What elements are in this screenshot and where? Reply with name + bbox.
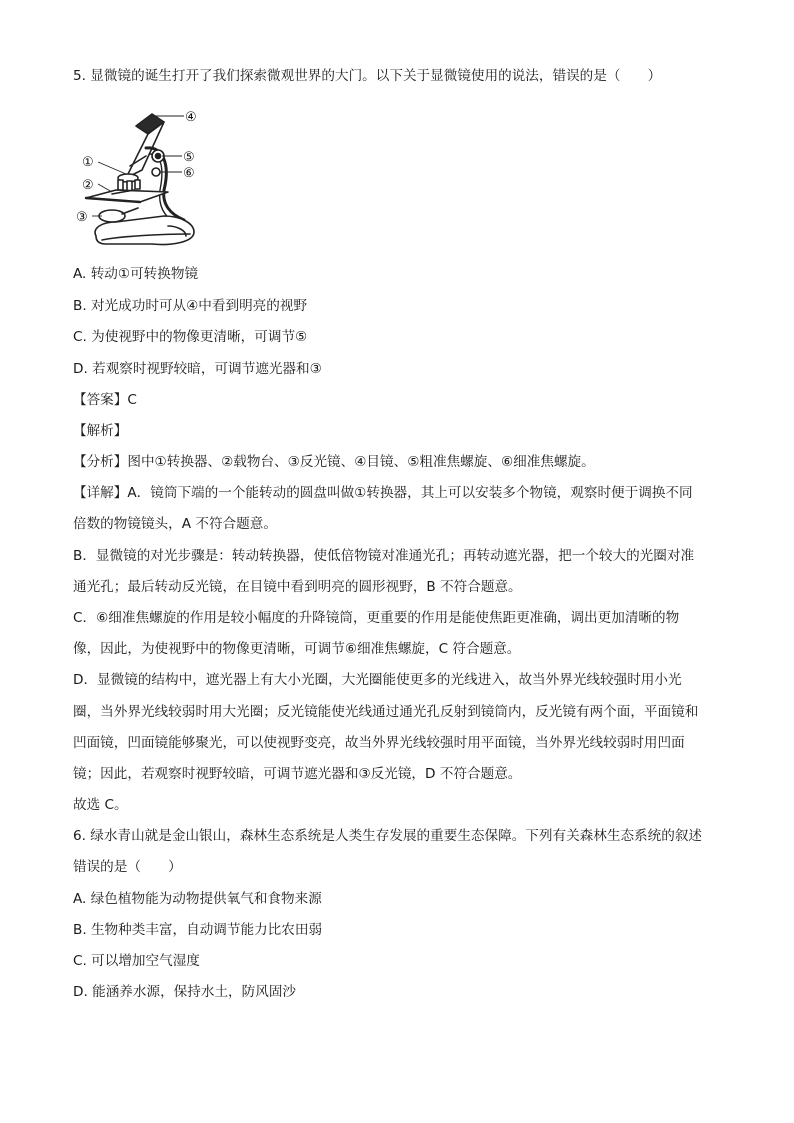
q6-option-a: A. 绿色植物能为动物提供氧气和食物来源 (73, 891, 322, 907)
q6-option-d: D. 能涵养水源，保持水土，防风固沙 (73, 984, 297, 1000)
figure-label-6: ⑥ (183, 166, 195, 181)
analysis-line: 故选 C。 (73, 797, 128, 813)
analysis-line: 凹面镜，凹面镜能够聚光，可以使视野变亮，故当外界光线较强时用平面镜，当外界光线较弱时用凹面 (73, 735, 685, 751)
figure-label-3: ③ (76, 210, 88, 225)
q6-stem-line2: 错误的是（ ） (73, 859, 182, 875)
q5-option-b: B. 对光成功时可从④中看到明亮的视野 (73, 298, 308, 314)
analysis-line: B．显微镜的对光步骤是：转动转换器，使低倍物镜对准通光孔；再转动遮光器，把一个较大的光圈对准 (73, 548, 695, 564)
q5-analysis-heading: 【解析】 (73, 423, 128, 439)
analysis-line: 倍数的物镜镜头，A 不符合题意。 (73, 516, 277, 532)
analysis-line: 【详解】A．镜筒下端的一个能转动的圆盘叫做①转换器，其上可以安装多个物镜，观察时便于调换不同 (73, 485, 693, 501)
figure-label-5: ⑤ (183, 150, 195, 165)
q5-option-c: C. 为使视野中的物像更清晰，可调节⑤ (73, 329, 308, 345)
q5-answer: 【答案】C (73, 392, 137, 408)
analysis-line: 圈，当外界光线较弱时用大光圈；反光镜能使光线通过通光孔反射到镜筒内，反光镜有两个面，平面镜和 (73, 704, 699, 720)
analysis-line: D．显微镜的结构中，遮光器上有大小光圈，大光圈能使更多的光线进入，故当外界光线较强时用小光 (73, 672, 682, 688)
figure-label-4: ④ (185, 110, 197, 125)
q5-stem: 5. 显微镜的诞生打开了我们探索微观世界的大门。以下关于显微镜使用的说法，错误的是（ ） (73, 68, 662, 84)
q6-option-c: C. 可以增加空气湿度 (73, 953, 200, 969)
analysis-line: 像，因此，为使视野中的物像更清晰，可调节⑥细准焦螺旋，C 符合题意。 (73, 641, 521, 657)
q6-stem-line1: 6. 绿水青山就是金山银山，森林生态系统是人类生存发展的重要生态保障。下列有关森林生态系统的叙述 (73, 828, 703, 844)
analysis-line: 镜；因此，若观察时视野较暗，可调节遮光器和③反光镜，D 不符合题意。 (73, 766, 522, 782)
analysis-line: C．⑥细准焦螺旋的作用是较小幅度的升降镜筒，更重要的作用是能使焦距更准确，调出更加清晰的物 (73, 610, 680, 626)
microscope-figure (72, 104, 212, 254)
q5-option-d: D. 若观察时视野较暗，可调节遮光器和③ (73, 361, 322, 377)
q5-option-a: A. 转动①可转换物镜 (73, 266, 199, 282)
analysis-line: 【分析】图中①转换器、②载物台、③反光镜、④目镜、⑤粗准焦螺旋、⑥细准焦螺旋。 (73, 454, 595, 470)
figure-label-2: ② (82, 178, 94, 193)
analysis-line: 通光孔；最后转动反光镜，在目镜中看到明亮的圆形视野，B 不符合题意。 (73, 579, 522, 595)
microscope-drawing (72, 104, 212, 254)
figure-label-1: ① (82, 155, 94, 170)
q6-option-b: B. 生物种类丰富，自动调节能力比农田弱 (73, 922, 323, 938)
